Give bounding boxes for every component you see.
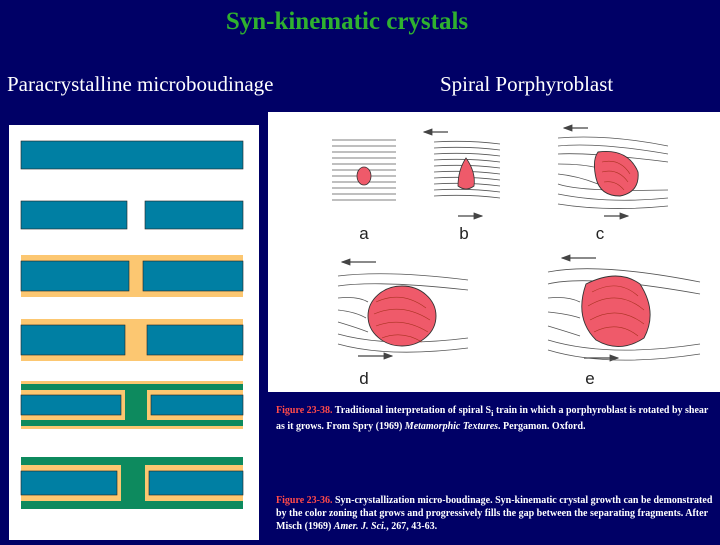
- panel-c: [558, 128, 668, 216]
- caption-journal-title: Amer. J. Sci.: [333, 521, 387, 532]
- caption-book-title: Metamorphic Textures: [404, 421, 499, 432]
- caption-subscript: i: [491, 409, 494, 418]
- label-e: e: [585, 369, 595, 388]
- caption-microboudinage: [276, 494, 716, 533]
- subtitle-spiral-porphyroblast: Spiral Porphyroblast: [440, 72, 614, 96]
- label-a: a: [359, 224, 369, 243]
- spiral-porphyroblast-figure: [268, 112, 720, 392]
- slide-title: Syn-kinematic crystals: [225, 8, 469, 35]
- caption-figure-number: Figure 23-38.: [276, 405, 333, 416]
- caption-text: , 267, 43-63.: [386, 521, 438, 532]
- microboudinage-diagram: [9, 125, 259, 540]
- panel-a: [332, 140, 396, 200]
- boudin-stage-5: [21, 381, 243, 429]
- porphyroblast-diagram: [268, 112, 720, 392]
- boudin-stage-6: [21, 457, 243, 509]
- label-b: b: [459, 224, 469, 243]
- boudin-stage-4: [21, 319, 243, 361]
- panel-b: [424, 132, 500, 216]
- label-c: c: [595, 224, 605, 243]
- boudin-stage-3: [21, 255, 243, 297]
- microboudinage-figure: [9, 125, 259, 540]
- caption-figure-number: Figure 23-36.: [276, 495, 333, 506]
- caption-text: . Pergamon. Oxford.: [498, 421, 586, 432]
- caption-text: Traditional interpretation of spiral S: [332, 405, 492, 416]
- caption-text: Syn-crystallization micro-boudinage. Syn-kinematic crystal growth can be demonstrated by the color zoning that grows and progressively fills the gap between the separating fragments. After Misch (1969): [276, 495, 713, 532]
- label-d: d: [359, 369, 369, 388]
- caption-text: train in which a porphyroblast is rotated by shear as it grows. From Spry (1969): [276, 405, 709, 432]
- panel-d: [338, 262, 468, 356]
- panel-e: [548, 258, 700, 360]
- caption-spiral-porphyroblast: [276, 404, 716, 433]
- subtitle-microboudinage: Paracrystalline microboudinage: [7, 72, 274, 96]
- boudin-stage-1: [21, 141, 243, 169]
- boudin-stage-2: [21, 201, 243, 229]
